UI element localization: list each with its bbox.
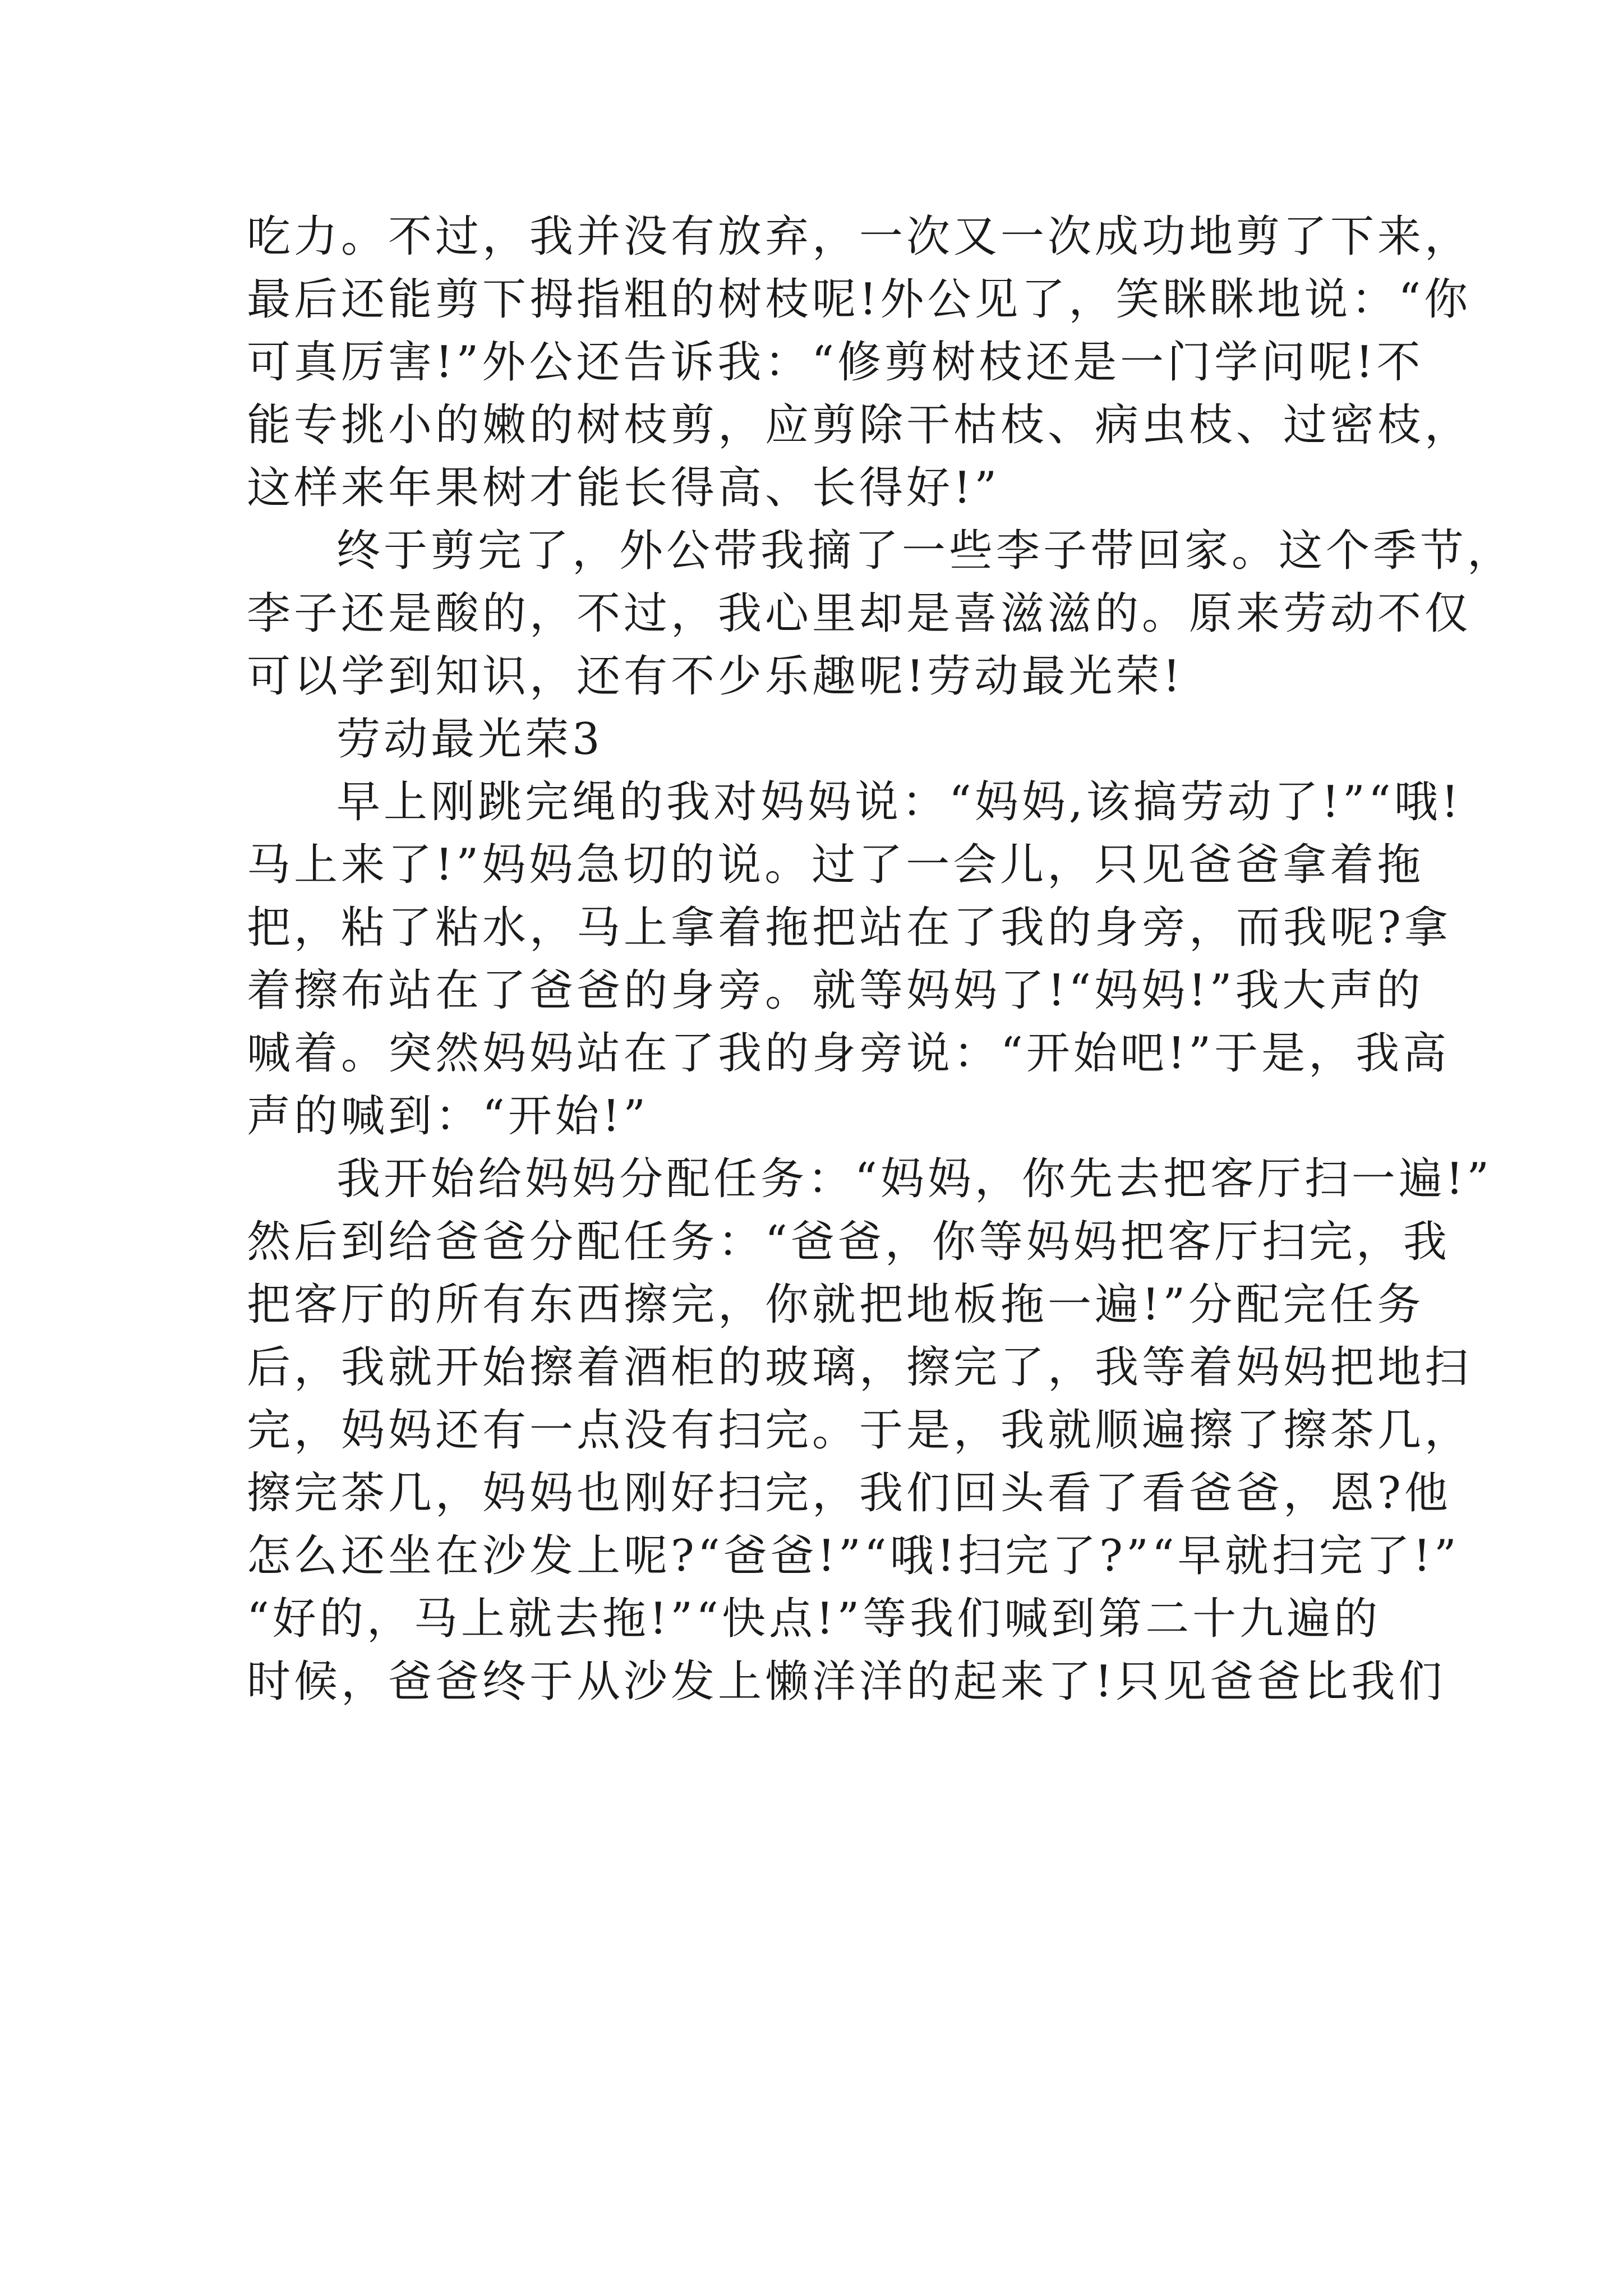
text-line: 最后还能剪下拇指粗的树枝呢!外公见了，笑眯眯地说：“你 bbox=[247, 274, 1472, 325]
text-line: 把，粘了粘水，马上拿着拖把站在了我的身旁，而我呢?拿 bbox=[247, 903, 1451, 953]
text-line: 终于剪完了，外公带我摘了一些李子带回家。这个季节， bbox=[336, 526, 1515, 576]
text-line: 可真厉害!”外公还告诉我：“修剪树枝还是一门学问呢!不 bbox=[247, 337, 1424, 388]
text-line: 喊着。突然妈妈站在了我的身旁说：“开始吧!”于是，我高 bbox=[247, 1028, 1450, 1079]
text-line: 李子还是酸的，不过，我心里却是喜滋滋的。原来劳动不仅 bbox=[247, 588, 1472, 639]
section-heading: 劳动最光荣3 bbox=[336, 714, 603, 765]
text-line: 着擦布站在了爸爸的身旁。就等妈妈了!“妈妈!”我大声的 bbox=[247, 965, 1424, 1016]
text-line: 把客厅的所有东西擦完，你就把地板拖一遍!”分配完任务 bbox=[247, 1280, 1424, 1330]
text-line: 声的喊到：“开始!” bbox=[247, 1091, 649, 1142]
text-line: 马上来了!”妈妈急切的说。过了一会儿，只见爸爸拿着拖 bbox=[247, 840, 1424, 890]
text-line: 擦完茶几，妈妈也刚好扫完，我们回头看了看爸爸，恩?他 bbox=[247, 1468, 1451, 1519]
text-line: 然后到给爸爸分配任务：“爸爸，你等妈妈把客厅扫完，我 bbox=[247, 1217, 1450, 1267]
text-line: “好的，马上就去拖!”“快点!”等我们喊到第二十九遍的 bbox=[247, 1594, 1381, 1644]
text-line: 完，妈妈还有一点没有扫完。于是，我就顺遍擦了擦茶几， bbox=[247, 1405, 1472, 1456]
text-line: 怎么还坐在沙发上呢?“爸爸!”“哦!扫完了?”“早就扫完了!” bbox=[247, 1531, 1460, 1581]
text-line: 能专挑小的嫩的树枝剪，应剪除干枯枝、病虫枝、过密枝， bbox=[247, 400, 1472, 450]
text-line: 可以学到知识，还有不少乐趣呢!劳动最光荣! bbox=[247, 651, 1184, 702]
text-line: 早上刚跳完绳的我对妈妈说：“妈妈,该搞劳动了!”“哦! bbox=[336, 777, 1463, 827]
text-line: 时候，爸爸终于从沙发上懒洋洋的起来了!只见爸爸比我们 bbox=[247, 1657, 1446, 1707]
text-line: 这样来年果树才能长得高、长得好!” bbox=[247, 463, 1000, 513]
text-line: 吃力。不过，我并没有放弃，一次又一次成功地剪了下来， bbox=[247, 211, 1472, 262]
text-line: 我开始给妈妈分配任务：“妈妈，你先去把客厅扫一遍!” bbox=[336, 1154, 1493, 1204]
text-line: 后，我就开始擦着酒柜的玻璃，擦完了，我等着妈妈把地扫 bbox=[247, 1342, 1472, 1393]
